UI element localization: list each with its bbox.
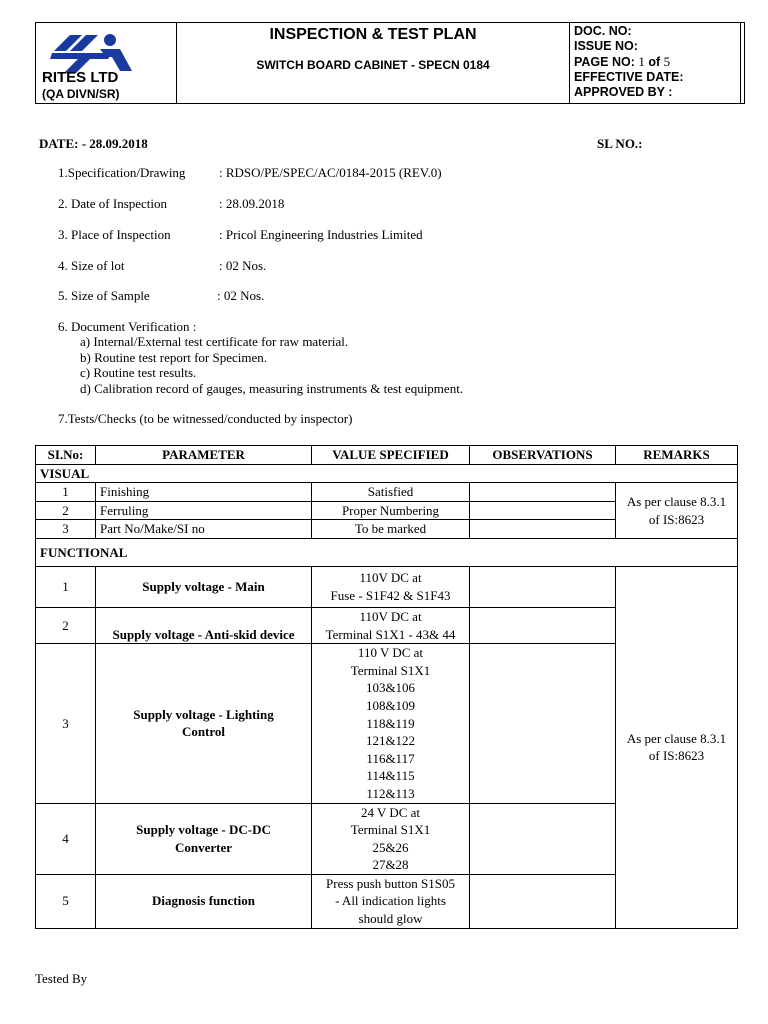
doc-verification-item: d) Calibration record of gauges, measuring instruments & test equipment. [80,381,464,396]
division-name: (QA DIVN/SR) [42,87,120,101]
item-value: : RDSO/PE/SPEC/AC/0184-2015 (REV.0) [219,165,442,180]
item-label: 1.Specification/Drawing [58,165,186,180]
inspection-date: DATE: - 28.09.2018 [39,136,148,151]
cell-parameter: Part No/Make/SI no [96,520,312,539]
cell-parameter: Ferruling [96,501,312,520]
item-value: : Pricol Engineering Industries Limited [219,227,423,242]
document-subtitle: SWITCH BOARD CABINET - SPECN 0184 [256,58,490,72]
page-no-row [574,54,670,70]
column-header: PARAMETER [96,446,312,465]
approved-by-label: APPROVED BY : [574,85,673,99]
doc-verification-item: c) Routine test results. [80,365,197,380]
cell-remark: As per clause 8.3.1 of IS:8623 [616,483,738,539]
cell-parameter: Supply voltage - Main [96,566,312,607]
cell-observation [470,644,616,803]
cell-value: To be marked [312,520,470,539]
cell-value: 24 V DC at Terminal S1X1 25&26 27&28 [312,803,470,874]
table-header-row [36,446,738,465]
tests-label: 7.Tests/Checks (to be witnessed/conducted by inspector) [58,411,353,426]
company-name: RITES LTD [42,69,119,86]
item-label: 5. Size of Sample [58,288,150,303]
cell-observation [470,566,616,607]
cell-parameter: Finishing [96,483,312,502]
doc-verification-label: 6. Document Verification : [58,319,197,334]
doc-verification-item: a) Internal/External test certificate for raw material. [80,334,349,349]
cell-no: 3 [36,520,96,539]
cell-value: Proper Numbering [312,501,470,520]
cell-parameter: Diagnosis function [96,874,312,928]
cell-parameter: Supply voltage - Lighting Control [96,644,312,803]
cell-observation [470,803,616,874]
tested-by-label: Tested By [35,971,88,986]
cell-observation [470,607,616,643]
issue-no-label: ISSUE NO: [574,39,638,53]
cell-value: Press push button S1S05 - All indication lights should glow [312,874,470,928]
cell-parameter: Supply voltage - Anti-skid device [96,607,312,643]
doc-no-label: DOC. NO: [574,24,632,38]
item-label: 2. Date of Inspection [58,196,168,211]
cell-no: 2 [36,501,96,520]
test-table [35,445,738,929]
item-value: : 02 Nos. [219,258,267,273]
rites-logo [50,31,136,73]
cell-no: 4 [36,803,96,874]
doc-verification-item: b) Routine test report for Specimen. [80,350,268,365]
page-total-value: 5 [663,54,671,69]
cell-no: 5 [36,874,96,928]
header-title-cell [177,23,570,103]
cell-value: 110V DC at Fuse - S1F42 & S1F43 [312,566,470,607]
cell-no: 1 [36,483,96,502]
item-value: : 28.09.2018 [219,196,285,211]
cell-no: 2 [36,607,96,643]
cell-value: 110V DC at Terminal S1X1 - 43& 44 [312,607,470,643]
document-title: INSPECTION & TEST PLAN [269,26,477,43]
cell-no: 1 [36,566,96,607]
cell-observation [470,483,616,502]
sl-no-label: SL NO.: [597,136,643,151]
cell-remark: As per clause 8.3.1 of IS:8623 [616,566,738,928]
cell-value: Satisfied [312,483,470,502]
cell-no: 3 [36,644,96,803]
section-row-visual [36,464,738,483]
table-row [36,566,738,607]
section-label: VISUAL [36,464,738,483]
section-row-functional [36,538,738,566]
cell-observation [470,520,616,539]
column-header: SI.No: [36,446,96,465]
page-no-value: 1 [638,54,645,69]
item-label: 4. Size of lot [58,258,125,273]
header-logo-cell [36,23,177,103]
column-header: VALUE SPECIFIED [312,446,470,465]
item-label: 3. Place of Inspection [58,227,171,242]
cell-observation [470,501,616,520]
column-header: REMARKS [616,446,738,465]
effective-date-label: EFFECTIVE DATE: [574,70,684,84]
document-header [35,22,745,104]
page-no-label: PAGE NO: [574,55,635,69]
page-of-label: of [648,55,661,69]
cell-parameter: Supply voltage - DC-DC Converter [96,803,312,874]
table-row [36,483,738,502]
item-value: : 02 Nos. [217,288,265,303]
section-label: FUNCTIONAL [36,538,738,566]
cell-observation [470,874,616,928]
cell-value: 110 V DC at Terminal S1X1 103&106 108&109 118&119 121&122 116&117 114&115 112&113 [312,644,470,803]
column-header: OBSERVATIONS [470,446,616,465]
header-doc-info-cell [570,23,744,103]
